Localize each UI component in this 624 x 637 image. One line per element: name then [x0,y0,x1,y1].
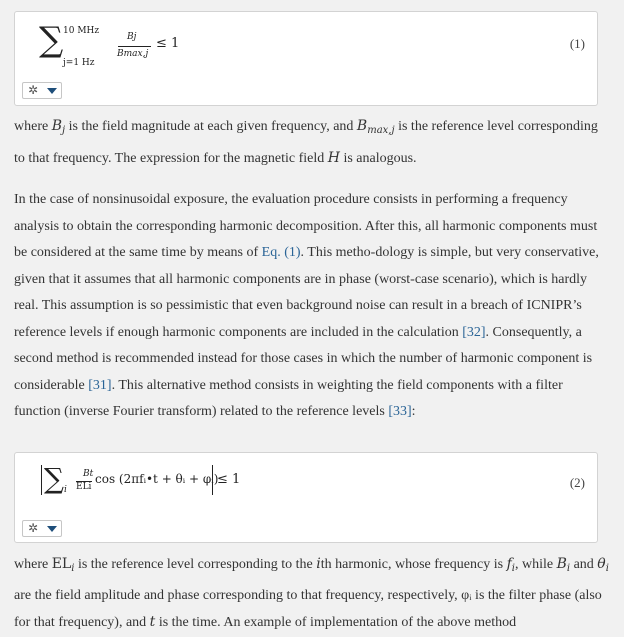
fraction-denominator: Bmax,j [117,49,149,59]
equation-box-1 [14,11,598,106]
equation-1-options-button[interactable] [22,82,62,99]
equation-2-options-button[interactable] [22,520,62,537]
fraction-numerator: Bj [127,32,137,42]
sum-index: i [64,485,67,495]
paragraph-where-b: where $B_j$ is the field magnitude at each given frequency, and $B_{max,j}$ is the reference level corresponding to that frequency. The expression for the magnetic field H is analogous. [14,118,598,166]
ref-32-link[interactable]: [32] [462,324,486,340]
caret-down-icon [47,526,57,532]
cosine-term: cos (2πfᵢ•t + θᵢ + φᵢ) [95,472,219,486]
gear-icon: ✲ [28,521,39,535]
inequality-rhs: ≤ 1 [217,472,241,487]
caret-down-icon [47,88,57,94]
eq-1-link[interactable]: Eq. (1) [261,245,301,260]
ref-33-link[interactable]: [33] [388,404,412,419]
summation-symbol: ∑ [39,20,64,60]
equation-2-formula [39,462,269,505]
equation-box-2 [14,452,598,543]
gear-icon: ✲ [28,83,39,97]
abs-right-bar [212,465,213,495]
equation-number-1: (1) [569,36,585,51]
paragraph-where-el: where $EL_i$ is the reference level corresponding to the ith harmonic, whose frequency is $f_i$, while $B_i$ and $\theta_i$ are the field amplitude and phase corresponding to that frequency, respectively, φᵢ is the filter phase (also for that frequency), and t is the time. An example of implementation of the above method [14,556,609,630]
fraction-numerator: Bt [83,469,94,479]
equation-number-2: (2) [569,475,585,490]
paragraph-nonsinusoidal: In the case of nonsinusoidal exposure, the evaluation procedure consists in performing a frequency analysis to obtain the corresponding harmonic decomposition. After this, all harmonic components must be considered at the same time by means of Eq. (1). This metho-dology is simple, but very conservative, given that it assumes that all harmonic components are in phase (worst-case scenario), which is hardly real. This assumption is so pessimistic that even background noise can result in a breach of ICNIPR’s reference levels if enough harmonic components are included in the calculation [32]. Consequently, a second method is recommended instead for those cases in which the number of harmonic component is considerable [31]. This alternative method consists in weighting the field components with a filter function (inverse Fourier transform) related to the reference levels [33]: [14,192,599,419]
equation-1-formula [39,22,189,72]
fraction-bar [118,46,151,47]
fraction-denominator: ELi [76,482,92,492]
summation-symbol: ∑ [44,462,64,495]
abs-left-bar [41,465,42,495]
sum-upper-limit: 10 MHz [63,26,100,36]
ref-31-link[interactable]: [31] [88,377,112,393]
sum-lower-limit: j=1 Hz [63,58,95,68]
inequality-rhs: ≤ 1 [156,36,180,51]
